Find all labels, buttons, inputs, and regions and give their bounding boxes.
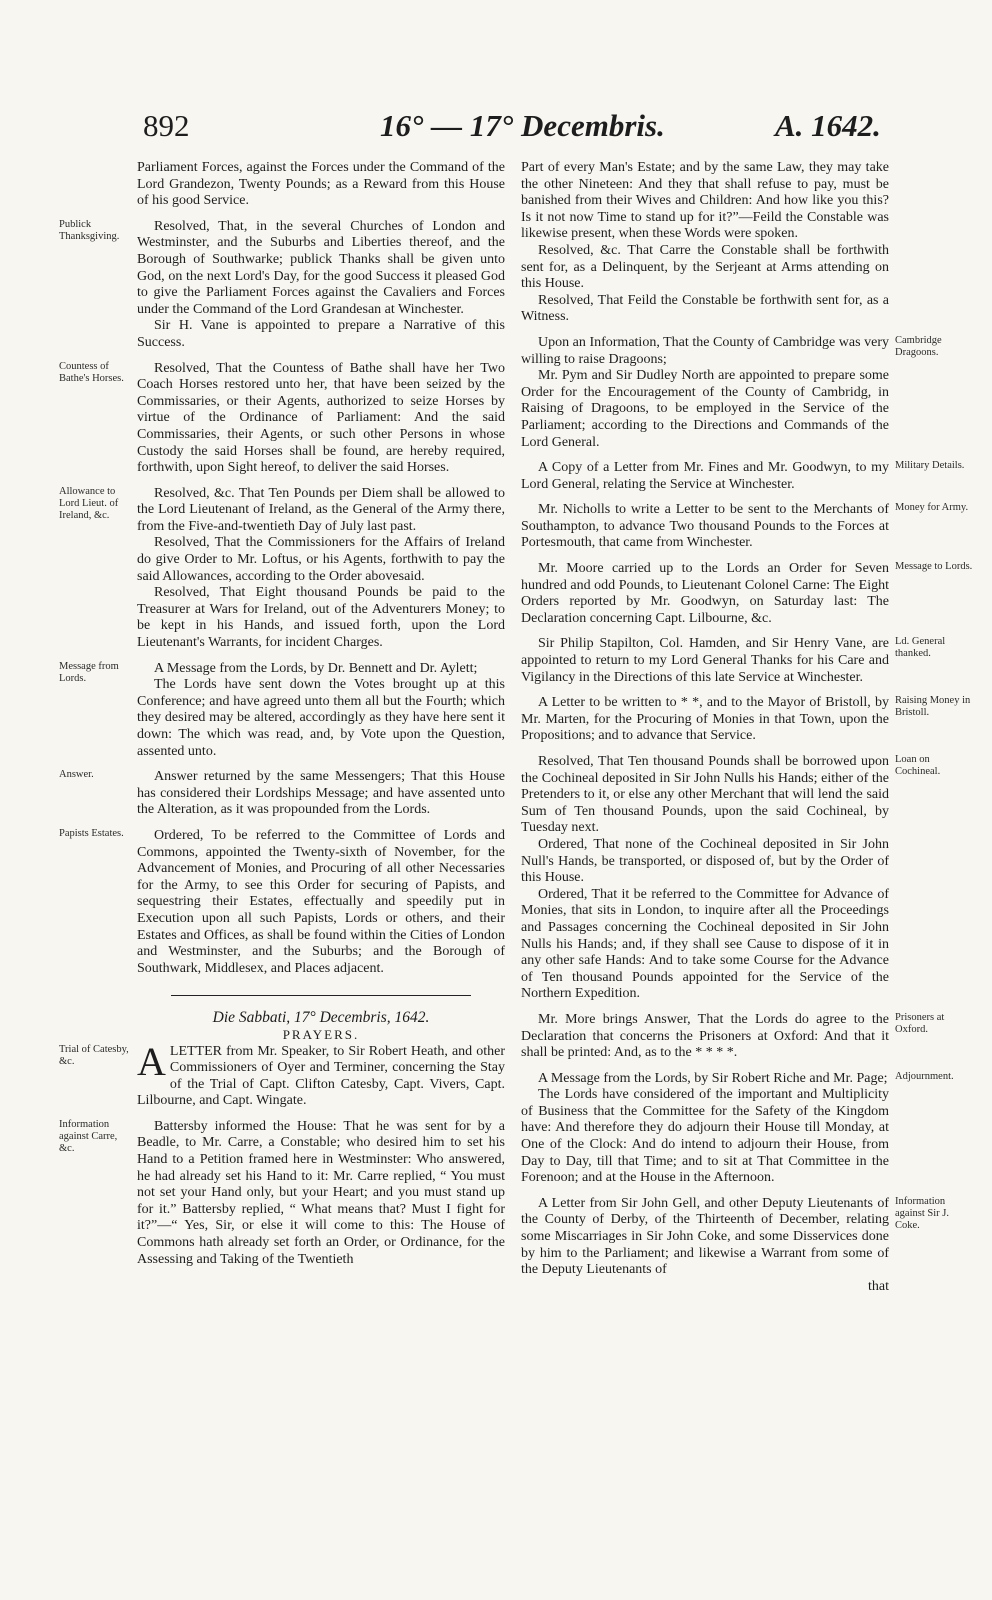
drop-cap: A (137, 1038, 166, 1084)
catchword: that (868, 1278, 889, 1294)
margin-note: Cambridge Dragoons. (895, 334, 942, 358)
paragraph: Resolved, That, in the several Churches of London and Westminster, and the Suburbs and Liberties thereof, and the Borough of Southwarke; publick Thanks shall be given unto God, on the next Lord's Day, for the good Success it pleased God to give the Parliament Forces against the Cavaliers and Forces under the Command of the Lord Grandesan at Winchester. (137, 218, 505, 317)
paragraph: Mr. Moore carried up to the Lords an Order for Seven hundred and odd Pounds, to Lieutenant Colonel Carne: The Eight Orders reported by Mr. Goodwyn, on Saturday last: The Declaration concerning Capt. Lilbourne, &c. (521, 561, 889, 626)
paragraph: Parliament Forces, against the Forces under the Command of the Lord Grandezon, Twenty Pounds; as a Reward from this House of his good Service. (137, 160, 505, 209)
page-header (0, 108, 992, 152)
entry (521, 460, 965, 493)
paragraph: Part of every Man's Estate; and by the same Law, they may take the other Nineteen: And they that shall refuse to pay, must be banished from their Wives and Children: And how like you this? Is it not now Time to stand up for it?”—Feild the Constable was likewise present, when these Words were spoken. (521, 160, 889, 242)
section-rule (171, 995, 471, 996)
entry (521, 1011, 945, 1062)
entry (521, 334, 942, 451)
paragraph: Answer returned by the same Messengers; That this House has considered their Lordships Message; and have assented unto the Alteration, as it was propounded from the Lords. (137, 769, 505, 818)
paragraph: A Letter to be written to * *, and to the Mayor of Bristoll, by Mr. Marten, for the Procuring of Monies in that Town, upon the Propositions; and to advance that Service. (521, 695, 889, 744)
margin-note: Papists Estates. (59, 827, 124, 839)
entry (137, 160, 505, 210)
header-date: 16° — 17° Decembris. (380, 108, 665, 143)
margin-note: Adjournment. (895, 1070, 954, 1082)
entry (59, 485, 505, 652)
margin-note: Prisoners at Oxford. (895, 1011, 945, 1035)
paragraph: Ordered, That it be referred to the Committee for Advance of Monies, that sits in London, to inquire after all the Proceedings and Passages concerning the Cochineal deposited in Sir John Nulls his Hands; and, if they shall see Cause to dispose of it in any other safe Hands: And to take some Course for the Advance of Ten thousand Pounds appointed for the Service of the Northern Expedition. (521, 886, 889, 1002)
margin-note: Raising Money in Bristoll. (895, 695, 971, 719)
margin-note: Money for Army. (895, 502, 969, 514)
paragraph: Sir Philip Stapilton, Col. Hamden, and Sir Henry Vane, are appointed to return to my Lord General Thanks for his Care and Vigilancy in the Directions of this late Service at Winchester. (521, 636, 889, 685)
paragraph (137, 1038, 505, 1110)
paragraph: Ordered, That none of the Cochineal deposited in Sir John Null's Hands, be transported, or disposed of, but by the Order of this House. (521, 836, 889, 886)
page-number: 892 (143, 108, 190, 143)
paragraph: Sir H. Vane is appointed to prepare a Narrative of this Success. (137, 318, 505, 350)
entry (521, 636, 946, 686)
entry (521, 160, 889, 326)
margin-note: Military Details. (895, 460, 965, 472)
entry (521, 695, 971, 745)
paragraph: Resolved, That Feild the Constable be forthwith sent for, as a Witness. (521, 292, 889, 325)
paragraph: Ordered, To be referred to the Committee of Lords and Commons, appointed the Twenty-sixth of November, for the Advancement of Monies, and Procuring of all other Necessaries for the Army, to see this Order for securing of Papists, and sequestring their Estates, effectually and speedily put in Execution upon all such Papists, Lords or others, and their Estates and Offices, as shall be found within the Cities of London and Westminster, and the Suburbs; and the Borough of Southwark, Middlesex, and Places adjacent. (137, 827, 505, 976)
margin-note: Trial of Catesby, &c. (59, 1043, 129, 1067)
paragraph: Battersby informed the House: That he was sent for by a Beadle, to Mr. Carre, a Constable; who desired him to set his Hand to a Petition framed here in Westminster: Who answered, he had already set his Hand to it: Mr. Carre replied, “ You must not set your Hand only, but your Heart; and you must stand up for it.” Battersby replied, “ What means that? Must I fight for it?”—“ Yes, Sir, or else it will come to this: The House of Commons hath already set forth an Order, or Ordinance, for the Assessing and Taking of the Twentieth (137, 1118, 505, 1267)
paragraph: Resolved, &c. That Ten Pounds per Diem shall be allowed to the Lord Lieutenant of Ireland, as the General of the Army there, from the Five-and-twentieth Day of July last past. (137, 485, 505, 534)
right-column (521, 160, 973, 1295)
entry (521, 1195, 949, 1279)
paragraph-text: LETTER from Mr. Speaker, to Sir Robert Heath, and other Commissioners of Oyer and Terminer, concerning the Stay of the Trial of Capt. Clifton Catesby, Capt. Vivers, Capt. Lilbourne, and Capt. Wingate. (137, 1043, 505, 1109)
margin-note: Allowance to Lord Lieut. of Ireland, &c. (59, 485, 119, 521)
header-year: A. 1642. (775, 108, 881, 143)
paragraph: Resolved, That the Countess of Bathe shall have her Two Coach Horses restored unto her, that have been seized by the Commissaries, or their Agents, authorized to seize Horses by virtue of the Ordinance of Parliament: And the said Commissaries, their Agents, or such other Persons in whose Custody the said Horses shall be found, are hereby required, forthwith, upon Sight hereof, to deliver the said Horses. (137, 360, 505, 476)
paragraph: A Copy of a Letter from Mr. Fines and Mr. Goodwyn, to my Lord General, relating the Service at Winchester. (521, 460, 889, 492)
entry (59, 660, 505, 761)
margin-note: Message to Lords. (895, 561, 973, 573)
entry (521, 502, 969, 552)
paragraph: A Letter from Sir John Gell, and other Deputy Lieutenants of the County of Derby, of the Thirteenth of December, relating some Miscarriages in Sir John Coke, and some Disservices done by him to the Parliament; and likewise a Warrant from some of the Deputy Lieutenants of (521, 1195, 889, 1278)
margin-note: Information against Carre, &c. (59, 1118, 118, 1154)
paragraph: Mr. Pym and Sir Dudley North are appointed to prepare some Order for the Encouragement of the County of Cambridg, in Raising of Dragoons, to be employed in the Service of the Parliament; according to the Directions and Commands of the Lord General. (521, 368, 889, 450)
margin-note: Message from Lords. (59, 660, 119, 684)
entry (59, 360, 505, 477)
paragraph: Upon an Information, That the County of Cambridge was very willing to raise Dragoons; (521, 334, 889, 367)
entry (521, 561, 973, 627)
day-heading: Die Sabbati, 17° Decembris, 1642. (212, 1009, 430, 1027)
margin-note: Loan on Cochineal. (895, 754, 941, 777)
paragraph: Resolved, That Eight thousand Pounds be paid to the Treasurer at Wars for Ireland, out of the Adventurers Money; to be kept in his Hands, and issued forth, upon the Lord Lieutenant's Warrants, for incident Charges. (137, 585, 505, 651)
entry (59, 218, 505, 352)
margin-note: Countess of Bathe's Horses. (59, 360, 124, 384)
paragraph: A Message from the Lords, by Sir Robert Riche and Mr. Page; (538, 1070, 888, 1086)
margin-note: Publick Thanksgiving. (59, 218, 120, 242)
margin-note: Ld. General thanked. (895, 636, 946, 660)
margin-note: Answer. (59, 769, 94, 781)
prayers-heading: PRAYERS. (282, 1026, 360, 1042)
entry (59, 769, 505, 819)
left-column (59, 160, 505, 1268)
paragraph: The Lords have sent down the Votes brought up at this Conference; and have agreed unto them all but the Fourth; which they desired may be altered, accordingly as they have here sent it down: The which was read, and, by Vote upon the Question, assented unto. (137, 677, 505, 759)
entry (59, 1038, 505, 1110)
margin-note: Information against Sir J. Coke. (895, 1195, 949, 1231)
paragraph: Resolved, &c. That Carre the Constable shall be forthwith sent for, as a Delinquent, by the Serjeant at Arms attending on this House. (521, 242, 889, 292)
entry (59, 827, 505, 977)
paragraph: Resolved, That Ten thousand Pounds shall be borrowed upon the Cochineal deposited in Sir John Nulls his Hands; either of the Pretenders to it, or else any other Merchant that will lend the said Sum of Ten thousand Pounds, upon the said Cochineal, by Tuesday next. (521, 754, 889, 836)
entry (521, 1070, 954, 1187)
entry (59, 1118, 505, 1268)
paragraph: Mr. Nicholls to write a Letter to be sent to the Merchants of Southampton, to advance Two thousand Pounds to the Forces at Portesmouth, that came from Winchester. (521, 502, 889, 551)
paragraph: The Lords have considered of the important and Multiplicity of Business that the Committee for the Safety of the Kingdom have: And therefore they do adjourn their House till Monday, at One of the Clock: And do intend to adjourn their House, from Day to Day, till that Time; and to sit at That Committee in the Forenoon; and at the House in the Afternoon. (521, 1087, 889, 1186)
paragraph: Resolved, That the Commissioners for the Affairs of Ireland do give Order to Mr. Loftus, or his Agents, forthwith to pay the said Allowances, according to the Order abovesaid. (137, 535, 505, 584)
paragraph: A Message from the Lords, by Dr. Bennett and Dr. Aylett; (154, 660, 478, 676)
entry (521, 754, 941, 1003)
paragraph: Mr. More brings Answer, That the Lords do agree to the Declaration that concerns the Prisoners at Oxford: And that it shall be printed: And, as to the * * * *. (521, 1011, 889, 1061)
